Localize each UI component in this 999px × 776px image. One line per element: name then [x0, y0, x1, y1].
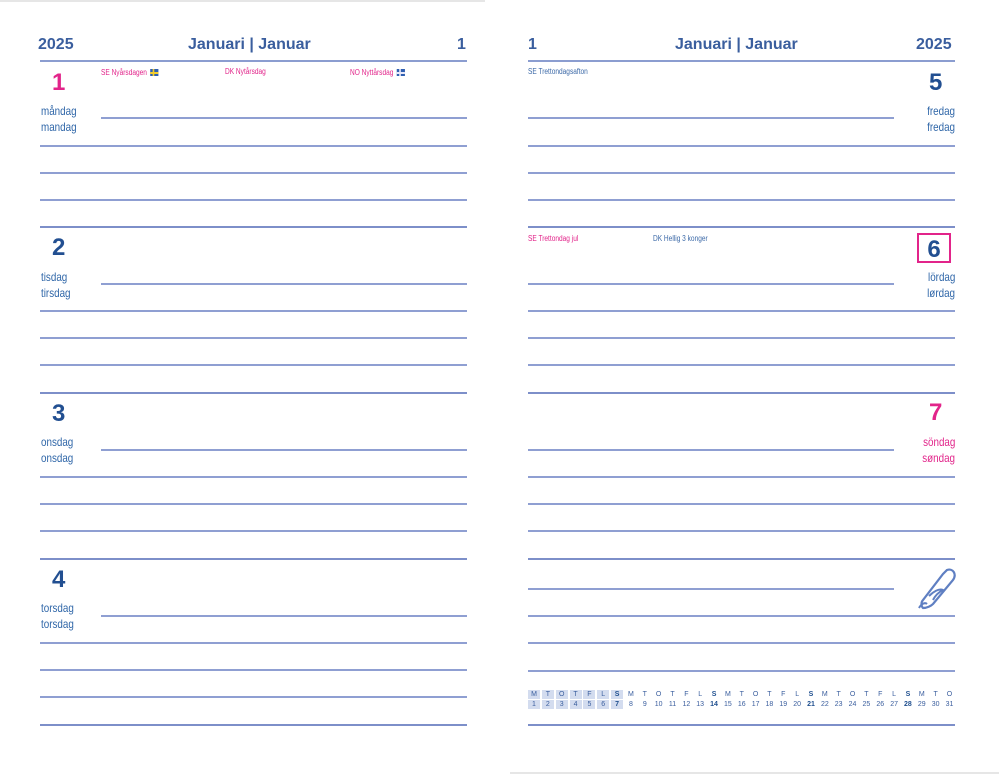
mini-cal-date: 16 [737, 701, 746, 708]
day-name-no: søndag [922, 451, 955, 465]
mini-cal-date: 5 [583, 700, 595, 709]
writing-line [528, 337, 955, 339]
header-month: Januari | Januar [188, 36, 311, 53]
day-separator [528, 226, 955, 228]
writing-line [40, 696, 467, 698]
day-separator [40, 724, 467, 726]
mini-cal-weekday: F [781, 691, 786, 698]
writing-line [101, 615, 467, 617]
holiday-text: DK Hellig 3 konger [653, 234, 708, 243]
holiday-label [101, 68, 158, 78]
day-number: 3 [52, 400, 66, 427]
day-number: 2 [52, 234, 66, 261]
mini-cal-weekday: M [528, 690, 540, 699]
mini-cal-weekday: L [597, 690, 609, 699]
header-rule [528, 60, 955, 62]
mini-cal-date: 6 [597, 700, 609, 709]
right-page [510, 0, 999, 776]
mini-cal-date: 10 [654, 701, 663, 708]
se-flag-icon [150, 69, 158, 76]
writing-line [528, 172, 955, 174]
mini-cal-date: 1 [528, 700, 540, 709]
mini-cal-date: 15 [723, 701, 732, 708]
writing-line [40, 669, 467, 671]
writing-line [40, 642, 467, 644]
day-separator [528, 558, 955, 560]
day-name-no: onsdag [41, 451, 74, 465]
writing-line [101, 283, 467, 285]
mini-cal-date: 4 [570, 700, 582, 709]
header-month: Januari | Januar [675, 36, 798, 53]
mini-cal-date: 31 [945, 701, 954, 708]
day-name-sv: torsdag [41, 601, 74, 615]
writing-line [528, 283, 894, 285]
holiday-text: DK Nytårsdag [225, 67, 266, 76]
day-name-no: fredag [927, 120, 955, 134]
writing-line [40, 310, 467, 312]
mini-cal-date: 12 [682, 701, 691, 708]
writing-line [40, 337, 467, 339]
mini-cal-date: 23 [834, 701, 843, 708]
page-edge-top [0, 0, 485, 2]
writing-line [40, 503, 467, 505]
mini-cal-weekday: O [849, 691, 856, 698]
holiday-text: NO Nyttårsdag [350, 68, 394, 77]
day-name-sv: söndag [922, 435, 955, 449]
writing-line [528, 449, 894, 451]
day-separator [528, 724, 955, 726]
page-edge-bottom [510, 772, 999, 774]
writing-line [101, 449, 467, 451]
day-separator [40, 558, 467, 560]
writing-line [528, 310, 955, 312]
holiday-label [350, 68, 405, 78]
day-number-boxed: 6 [917, 233, 951, 263]
holiday-label [528, 234, 578, 244]
mini-cal-weekday: T [542, 690, 554, 699]
mini-cal-weekday: T [836, 691, 841, 698]
mini-cal-weekday: M [821, 691, 828, 698]
day-separator [40, 392, 467, 394]
mini-cal-weekday: S [611, 690, 623, 699]
header-year: 2025 [916, 36, 952, 53]
holiday-text: SE Trettondagsafton [528, 67, 588, 76]
writing-line [40, 364, 467, 366]
day-separator [528, 392, 955, 394]
mini-cal-weekday: T [739, 691, 744, 698]
mini-cal-date: 11 [668, 701, 677, 708]
writing-line [528, 530, 955, 532]
mini-cal-weekday: M [724, 691, 731, 698]
mini-cal-weekday: T [933, 691, 938, 698]
mini-cal-weekday: O [556, 690, 568, 699]
holiday-label [653, 234, 708, 244]
day-name-no: tirsdag [41, 286, 71, 300]
mini-cal-date: 19 [779, 701, 788, 708]
mini-cal-date: 21 [807, 701, 815, 708]
mini-cal-date: 29 [917, 701, 926, 708]
mini-cal-weekday: S [808, 691, 814, 698]
day-separator [40, 226, 467, 228]
mini-cal-date: 18 [765, 701, 774, 708]
mini-cal-weekday: T [864, 691, 869, 698]
left-page [0, 0, 485, 776]
writing-line [528, 670, 955, 672]
writing-line [40, 145, 467, 147]
mini-cal-weekday: O [655, 691, 662, 698]
mini-cal-weekday: O [946, 691, 953, 698]
writing-line [528, 615, 955, 617]
mini-cal-date: 3 [556, 700, 568, 709]
mini-cal-weekday: L [892, 691, 897, 698]
writing-line [528, 476, 955, 478]
mini-cal-date: 22 [820, 701, 829, 708]
writing-line [40, 199, 467, 201]
day-number: 4 [52, 566, 66, 593]
mini-cal-weekday: T [570, 690, 582, 699]
mini-cal-weekday: T [670, 691, 675, 698]
header-rule [40, 60, 467, 62]
holiday-label [225, 67, 266, 77]
mini-cal-weekday: L [795, 691, 800, 698]
mini-cal-date: 26 [876, 701, 885, 708]
writing-line [40, 172, 467, 174]
mini-cal-weekday: M [628, 691, 634, 698]
no-flag-icon [397, 69, 405, 76]
day-name-sv: lördag [927, 270, 955, 284]
day-name-no: lørdag [927, 286, 955, 300]
mini-cal-date: 8 [628, 701, 633, 708]
writing-line [528, 364, 955, 366]
day-name-sv: tisdag [41, 270, 68, 284]
day-name-sv: måndag [41, 104, 77, 118]
mini-cal-weekday: F [878, 691, 883, 698]
mini-cal-date: 14 [710, 701, 718, 708]
day-name-no: torsdag [41, 617, 74, 631]
mini-cal-weekday: S [711, 691, 717, 698]
mini-cal-date: 25 [862, 701, 871, 708]
writing-line [528, 199, 955, 201]
mini-cal-date: 20 [793, 701, 802, 708]
writing-line [528, 117, 894, 119]
day-number: 5 [929, 69, 943, 96]
mini-cal-weekday: M [918, 691, 925, 698]
mini-cal-weekday: F [583, 690, 595, 699]
day-name-sv: fredag [927, 104, 955, 118]
header-year: 2025 [38, 36, 74, 53]
mini-cal-date: 28 [904, 701, 912, 708]
mini-cal-date: 27 [890, 701, 898, 708]
writing-line [528, 642, 955, 644]
mini-cal-date: 17 [751, 701, 760, 708]
mini-cal-date: 13 [696, 701, 705, 708]
mini-cal-weekday: T [767, 691, 772, 698]
mini-cal-date: 7 [611, 700, 623, 709]
holiday-label [528, 67, 588, 77]
header-week: 1 [528, 36, 537, 53]
day-number: 1 [52, 69, 66, 96]
writing-line [528, 588, 894, 590]
writing-line [528, 503, 955, 505]
day-name-sv: onsdag [41, 435, 74, 449]
mini-calendar [528, 690, 958, 714]
mini-cal-weekday: S [905, 691, 911, 698]
mini-cal-date: 2 [542, 700, 554, 709]
day-number: 7 [929, 399, 943, 426]
pen-icon [917, 566, 957, 610]
mini-cal-date: 24 [848, 701, 857, 708]
mini-cal-weekday: T [642, 691, 647, 698]
holiday-text: SE Trettondag jul [528, 234, 579, 243]
mini-cal-weekday: O [752, 691, 759, 698]
mini-cal-weekday: L [698, 691, 703, 698]
writing-line [101, 117, 467, 119]
holiday-text: SE Nyårsdagen [101, 68, 147, 77]
day-name-no: mandag [41, 120, 77, 134]
header-week: 1 [457, 36, 466, 53]
writing-line [40, 530, 467, 532]
mini-cal-weekday: F [684, 691, 689, 698]
writing-line [40, 476, 467, 478]
mini-cal-date: 9 [642, 701, 647, 708]
writing-line [528, 145, 955, 147]
mini-cal-date: 30 [931, 701, 940, 708]
